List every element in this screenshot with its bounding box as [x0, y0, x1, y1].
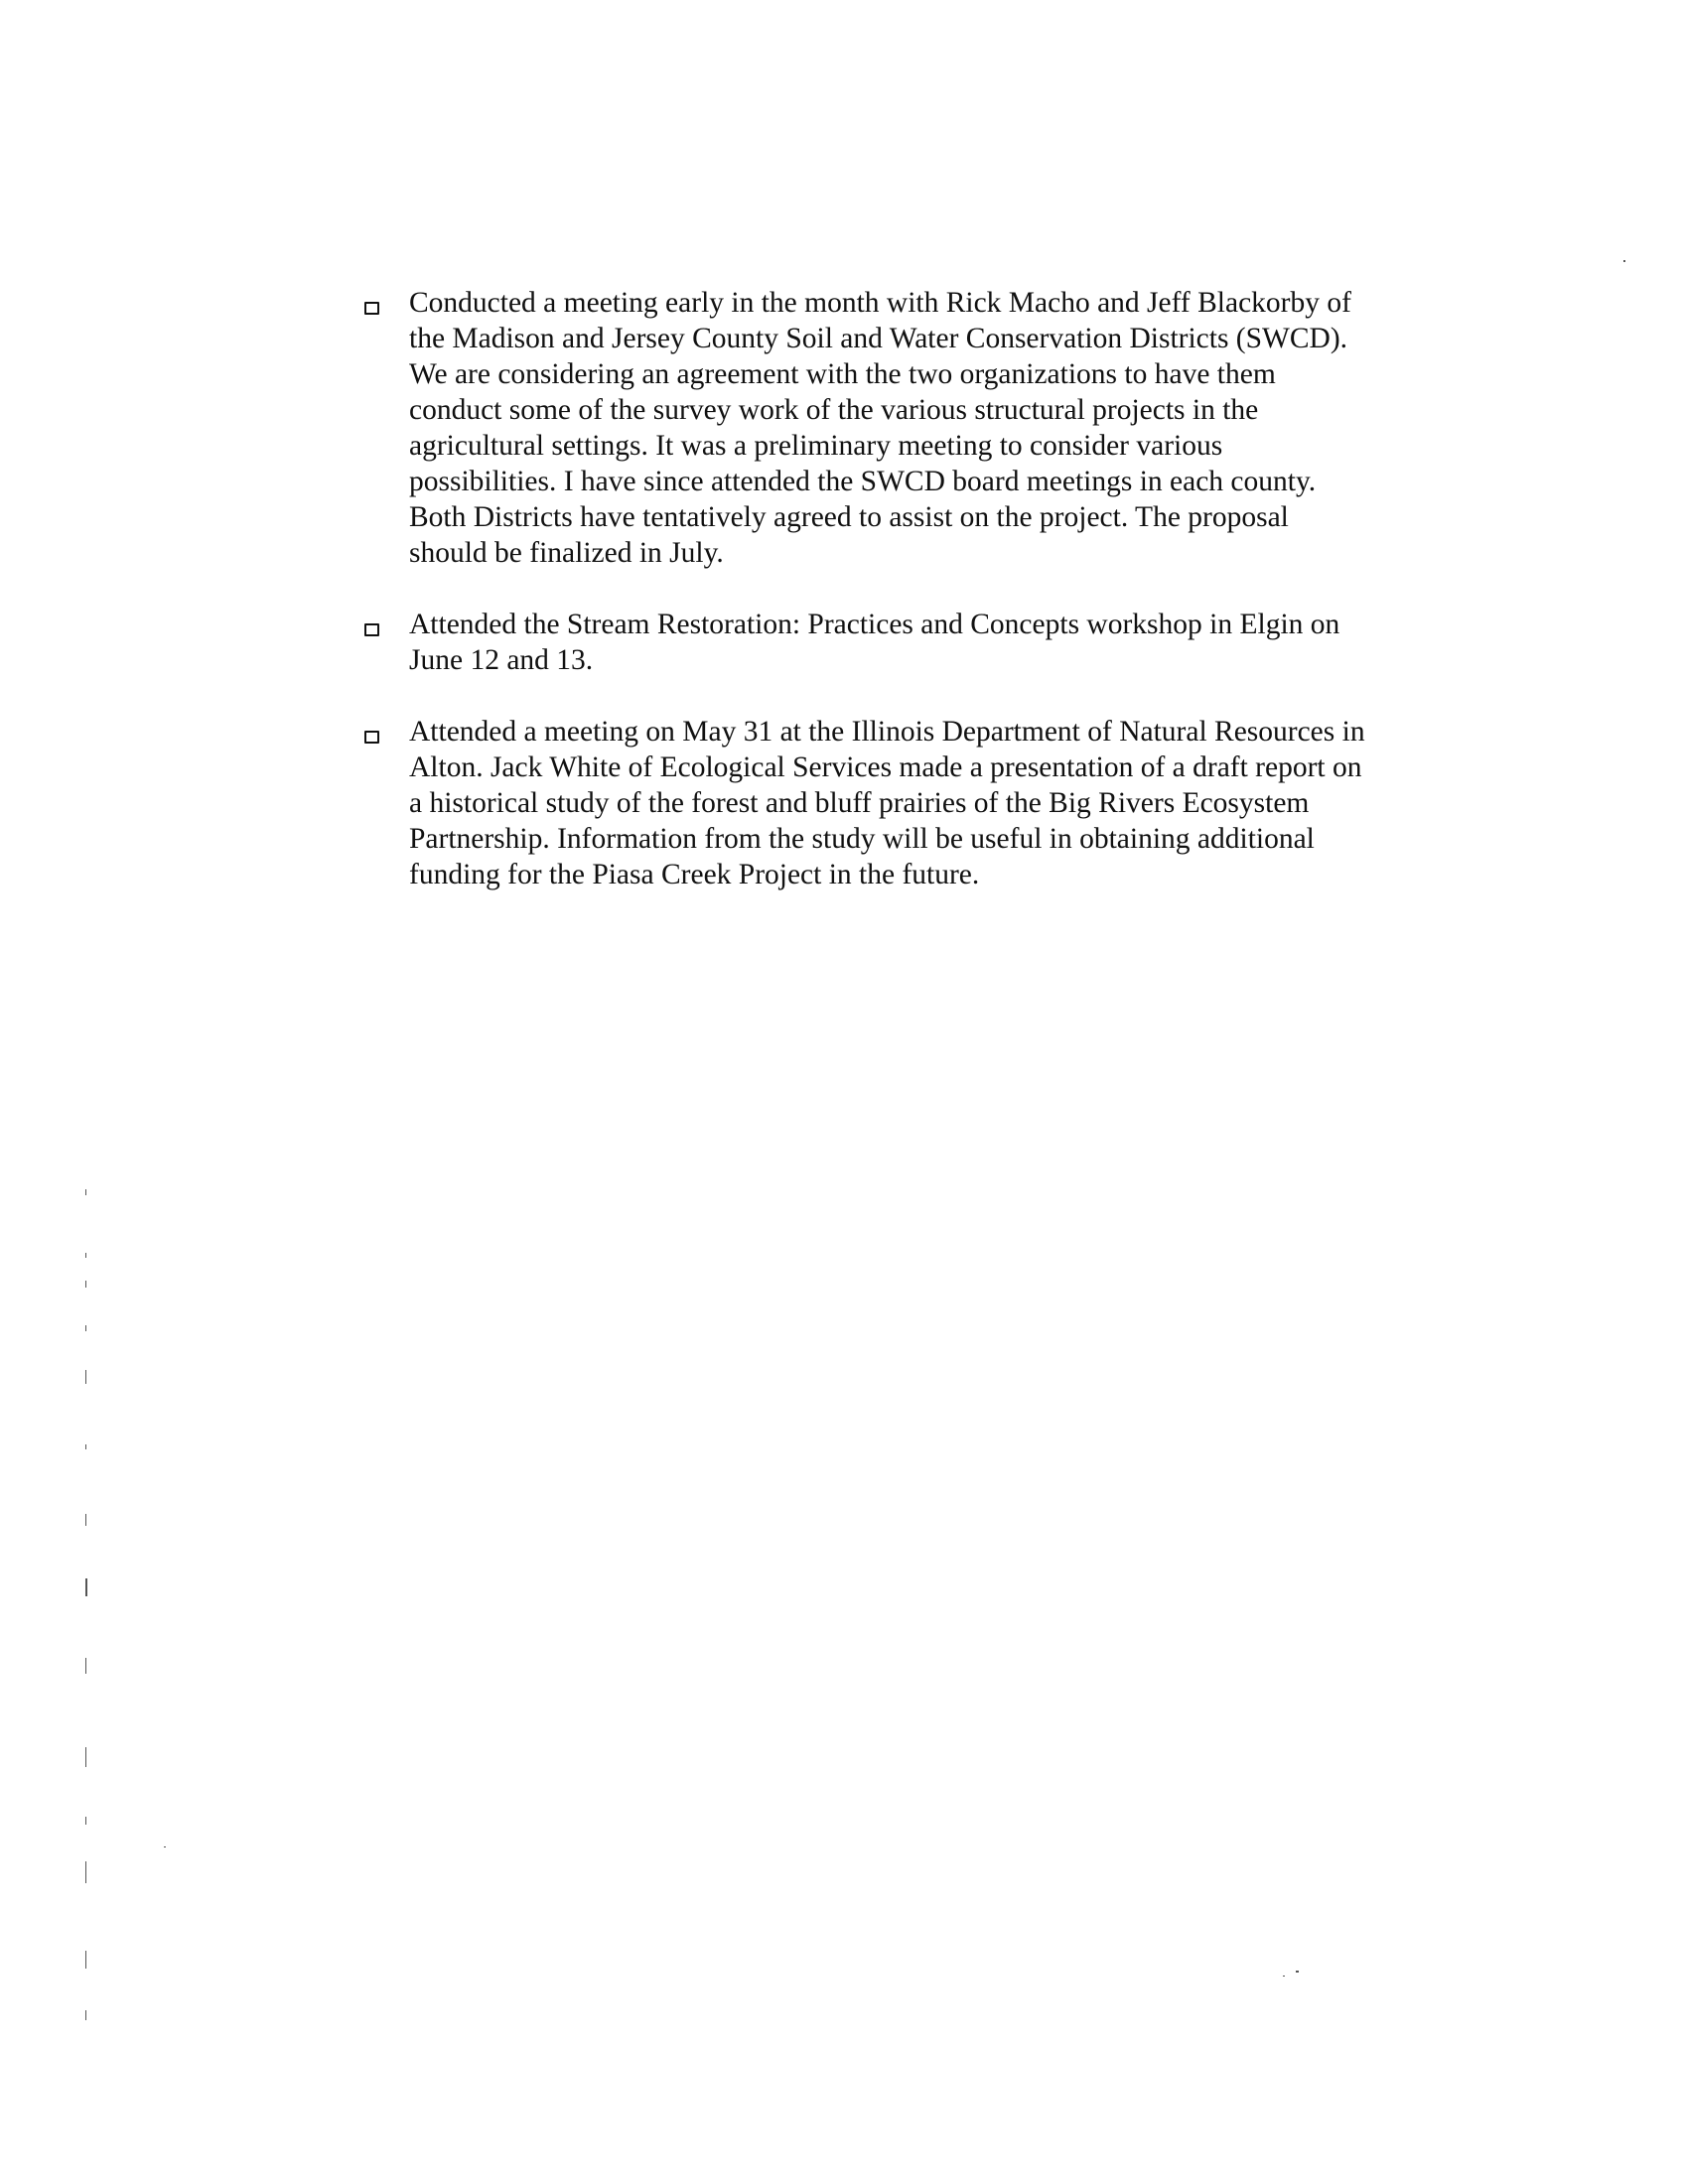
text-line: Conducted a meeting early in the month with Rick Macho and Jeff Blackorby of — [409, 287, 1351, 319]
text-line: Attended a meeting on May 31 at the Illinois Department of Natural Resources in — [409, 716, 1365, 748]
text-line: a historical study of the forest and bluff prairies of the Big Rivers Ecosystem — [409, 787, 1310, 819]
text-line: Partnership. Information from the study will be useful in obtaining additional — [409, 823, 1315, 855]
scan-artifact — [1623, 260, 1625, 262]
square-bullet-icon — [364, 731, 379, 744]
text-line: should be finalized in July. — [409, 537, 724, 569]
text-line: possibilities. I have since attended the SWCD board meetings in each county. — [409, 466, 1317, 497]
text-line: conduct some of the survey work of the various structural projects in the — [409, 394, 1259, 426]
scan-artifact — [85, 1658, 86, 1674]
text-line: Alton. Jack White of Ecological Services made a presentation of a draft report on — [409, 751, 1362, 783]
bullet-list — [361, 285, 1474, 928]
square-bullet-icon — [364, 623, 379, 636]
text-line: the Madison and Jersey County Soil and Water Conservation Districts (SWCD). — [409, 323, 1348, 354]
scan-artifact — [1296, 1971, 1299, 1973]
scan-artifact — [85, 1817, 86, 1825]
text-line: We are considering an agreement with the two organizations to have them — [409, 358, 1276, 390]
scan-artifact — [85, 1514, 86, 1526]
scan-artifact — [85, 1253, 86, 1258]
scan-artifact — [85, 1747, 86, 1767]
scan-artifact — [85, 2010, 86, 2020]
bullet-item-swcd-meeting — [361, 285, 1474, 571]
scan-artifact — [85, 1861, 86, 1883]
scan-artifact — [85, 1444, 86, 1449]
text-line: funding for the Piasa Creek Project in the future. — [409, 859, 980, 890]
scan-artifact — [85, 1578, 87, 1596]
scan-artifact — [85, 1325, 86, 1331]
text-line: June 12 and 13. — [409, 644, 594, 676]
scan-artifact — [85, 1370, 86, 1384]
scan-artifact — [85, 1189, 86, 1195]
scan-artifact — [164, 1846, 166, 1847]
text-line: Attended the Stream Restoration: Practices and Concepts workshop in Elgin on — [409, 609, 1340, 640]
scan-artifact — [85, 1951, 86, 1969]
text-line: Both Districts have tentatively agreed to assist on the project. The proposal — [409, 501, 1289, 533]
scan-artifact — [85, 1281, 86, 1288]
bullet-item-stream-workshop — [361, 607, 1474, 678]
square-bullet-icon — [364, 302, 379, 315]
bullet-item-idnr-meeting — [361, 714, 1474, 892]
text-line: agricultural settings. It was a preliminary meeting to consider various — [409, 430, 1223, 462]
scan-artifact — [1283, 1976, 1285, 1977]
